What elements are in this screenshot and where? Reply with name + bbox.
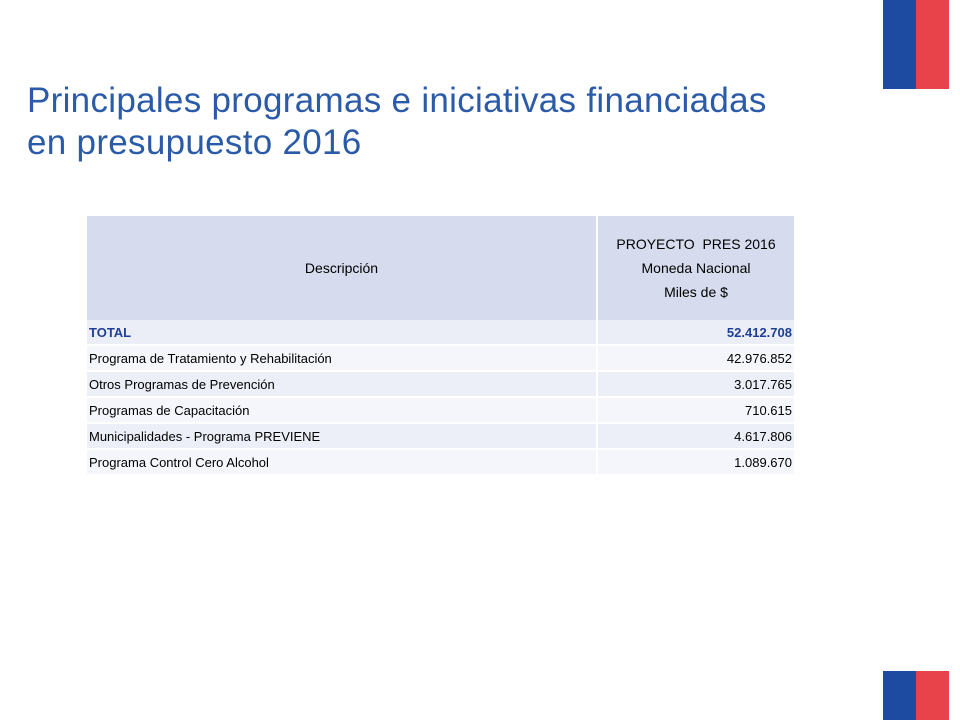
flag-red-stripe — [916, 671, 949, 720]
row-value: 3.017.765 — [597, 371, 794, 397]
flag-blue-stripe — [883, 671, 916, 720]
flag-blue-stripe — [883, 0, 916, 89]
total-value: 52.412.708 — [597, 320, 794, 345]
row-value: 42.976.852 — [597, 345, 794, 371]
row-label: Municipalidades - Programa PREVIENE — [87, 423, 597, 449]
table-row — [87, 345, 794, 371]
table-row-total — [87, 320, 794, 345]
budget-table — [87, 216, 794, 476]
row-value: 710.615 — [597, 397, 794, 423]
table-row — [87, 397, 794, 423]
row-label: Programa de Tratamiento y Rehabilitación — [87, 345, 597, 371]
row-label: Programa Control Cero Alcohol — [87, 449, 597, 475]
header-value — [597, 216, 794, 320]
table-header-row — [87, 216, 794, 320]
row-value: 1.089.670 — [597, 449, 794, 475]
slide-title-line-2: en presupuesto 2016 — [27, 123, 362, 162]
row-label: Otros Programas de Prevención — [87, 371, 597, 397]
slide-title — [27, 80, 907, 164]
flag-red-stripe — [916, 0, 949, 89]
header-value-line-3: Miles de $ — [664, 284, 728, 300]
row-label: Programas de Capacitación — [87, 397, 597, 423]
table-row — [87, 423, 794, 449]
table-row — [87, 449, 794, 475]
header-description: Descripción — [87, 216, 597, 320]
flag-decoration-top — [883, 0, 949, 89]
flag-decoration-bottom — [883, 671, 949, 720]
header-value-line-2: Moneda Nacional — [641, 260, 751, 276]
row-value: 4.617.806 — [597, 423, 794, 449]
total-label: TOTAL — [87, 320, 597, 345]
header-value-line-1: PROYECTO PRES 2016 — [616, 236, 776, 252]
slide-title-line-1: Principales programas e iniciativas financiadas — [27, 81, 767, 120]
table-row — [87, 371, 794, 397]
